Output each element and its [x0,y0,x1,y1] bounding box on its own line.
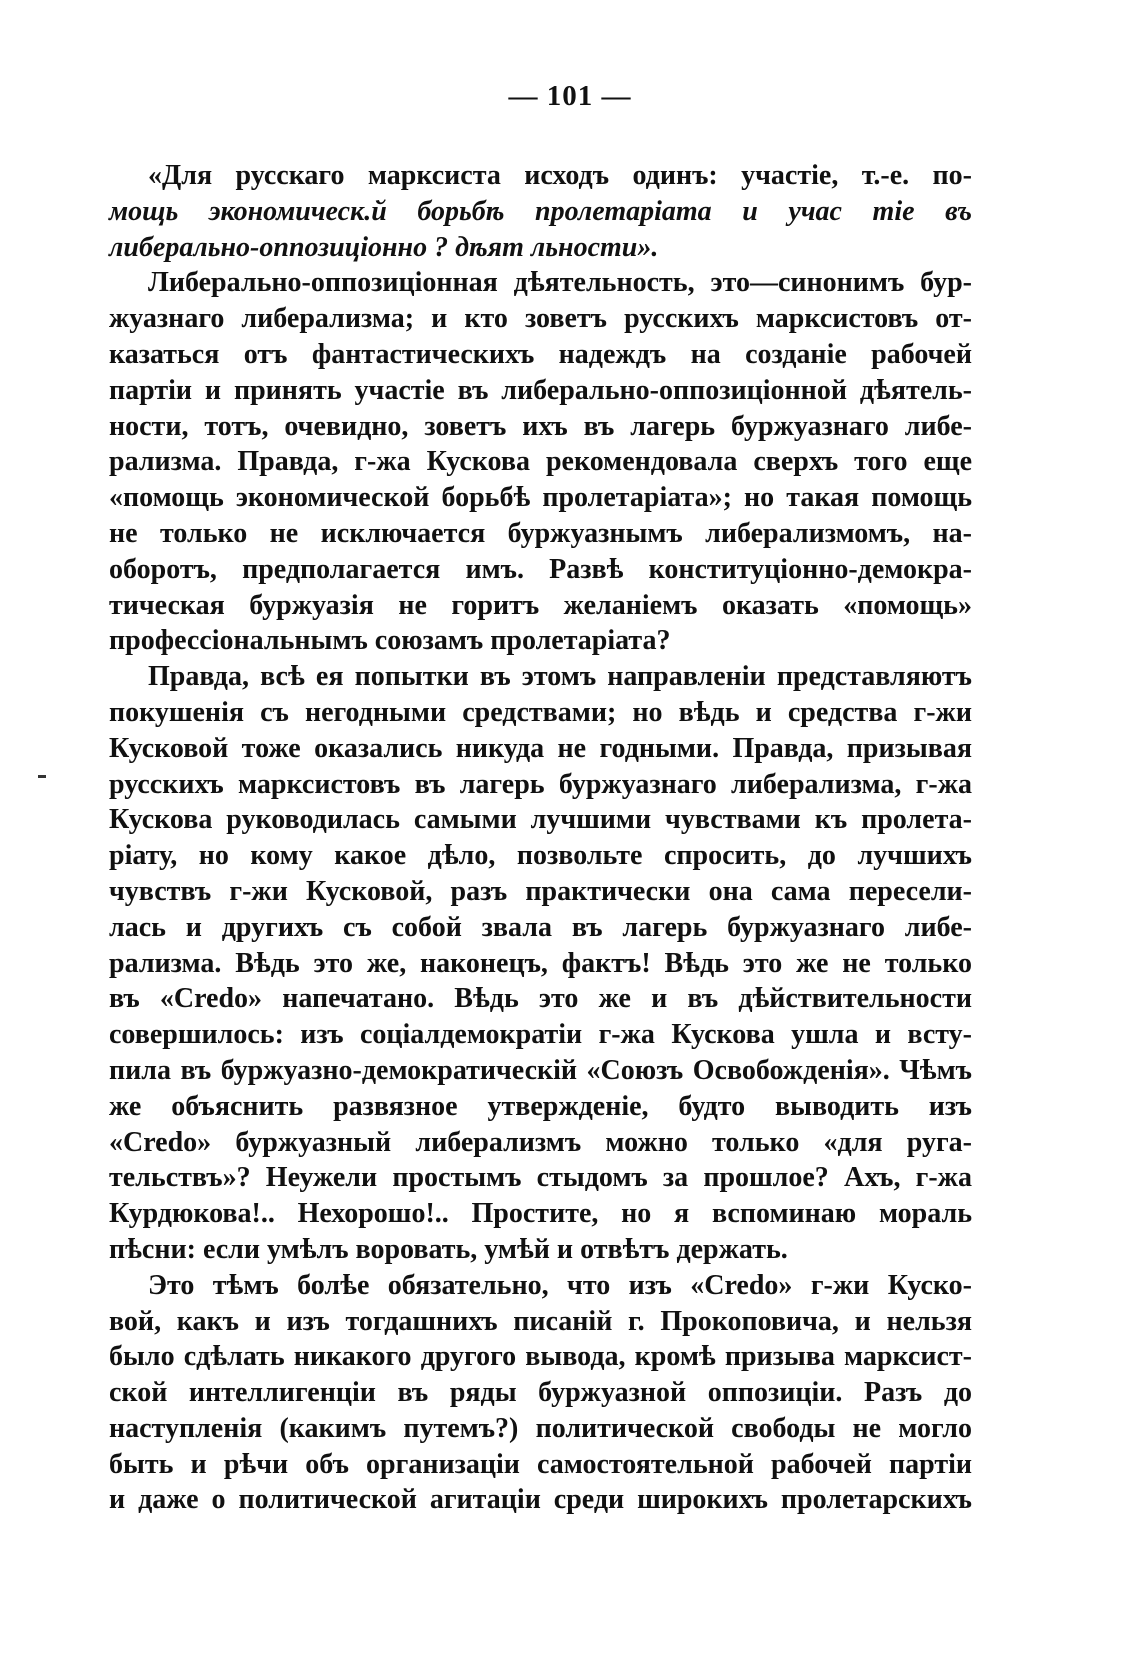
text-line: профессіональнымъ союзамъ пролетаріата? [109,625,671,657]
text-line: «Credo» буржуазный либерализмъ можно только «для руга- [109,1126,972,1158]
text-line: оборотъ, предполагается имъ. Развѣ конституціонно-демокра- [109,553,972,585]
body-text [109,158,972,1518]
text-line: чувствъ г-жи Кусковой, разъ практически она сама пересели- [109,875,972,907]
text-line: вой, какъ и изъ тогдашнихъ писаній г. Прокоповича, и нельзя [109,1305,972,1337]
text-line: Кускова руководилась самыми лучшими чувствами къ пролета- [109,804,972,836]
text-line: «Для русскаго марксиста исходъ одинъ: участіе, т.-е. по- [148,160,972,191]
text-line: и даже о политической агитаціи среди широкихъ пролетарскихъ [109,1484,972,1516]
text-line: совершилось: изъ соціалдемократіи г-жа Кускова ушла и всту- [109,1019,972,1051]
text-line: покушенія съ негодными средствами; но вѣдь и средства г-жи [109,696,972,728]
text-line: пѣсни: если умѣлъ воровать, умѣй и отвѣтъ держать. [109,1233,788,1265]
text-line: рализма. Вѣдь это же, наконецъ, фактъ! Вѣдь это же не только [109,947,972,979]
paragraph [109,265,972,659]
text-line: «помощь экономической борьбѣ пролетаріата»; но такая помощь [109,482,972,514]
text-line: мощь экономическ.й борьбѣ пролетаріата и учас тіе въ [109,195,972,227]
text-line: быть и рѣчи объ организаціи самостоятельной рабочей партіи [109,1448,972,1480]
text-line: тическая буржуазія не горитъ желаніемъ оказать «помощь» [109,589,972,621]
text-line: пила въ буржуазно-демократическій «Союзъ Освобожденія». Чѣмъ [109,1054,972,1086]
text-line: не только не исключается буржуазнымъ либерализмомъ, на- [109,517,972,549]
text-line: Кусковой тоже оказались никуда не годными. Правда, призывая [109,732,972,764]
text-line: жуазнаго либерализма; и кто зоветъ русскихъ марксистовъ от- [109,303,972,335]
page-number: — 101 — [508,80,632,112]
text-line: казаться отъ фантастическихъ надеждъ на созданіе рабочей [109,338,972,370]
text-line: рализма. Правда, г-жа Кускова рекомендовала сверхъ того еще [109,446,972,478]
text-line: же объяснить развязное утвержденіе, будто выводить изъ [109,1090,972,1122]
text-line: Курдюкова!.. Нехорошо!.. Простите, но я вспоминаю мораль [109,1198,972,1230]
text-line: въ «Credo» напечатано. Вѣдь это же и въ дѣйствительности [109,983,972,1015]
text-line: либерально-оппозиціонно ? дѣят льности». [109,231,659,263]
text-line: ской интеллигенціи въ ряды буржуазной оппозиціи. Разъ до [109,1377,972,1409]
text-line: ріату, но кому какое дѣло, позвольте спросить, до лучшихъ [109,840,972,872]
text-line: было сдѣлать никакого другого вывода, кромѣ призыва марксист- [109,1341,972,1373]
paragraph-quote [109,158,972,265]
text-line: партіи и принять участіе въ либерально-оппозиціонной дѣятель- [109,374,972,406]
text-line: Либерально-оппозиціонная дѣятельность, это—синонимъ бур- [148,267,972,299]
paragraph [109,1268,972,1519]
text-line: лась и другихъ съ собой звала въ лагерь буржуазнаго либе- [109,911,972,943]
text-line: русскихъ марксистовъ въ лагерь буржуазнаго либерализма, г-жа [109,768,972,800]
text-line: Правда, всѣ ея попытки въ этомъ направленіи представляютъ [148,661,972,693]
paragraph [109,659,972,1268]
text-line: тельствъ»? Неужели простымъ стыдомъ за прошлое? Ахъ, г-жа [109,1162,972,1194]
text-line: ности, тотъ, очевидно, зоветъ ихъ въ лагерь буржуазнаго либе- [109,410,972,442]
margin-mark [38,775,46,778]
text-line: Это тѣмъ болѣе обязательно, что изъ «Credo» г-жи Куско- [148,1269,972,1301]
text-line: наступленія (какимъ путемъ?) политической свободы не могло [109,1412,972,1444]
